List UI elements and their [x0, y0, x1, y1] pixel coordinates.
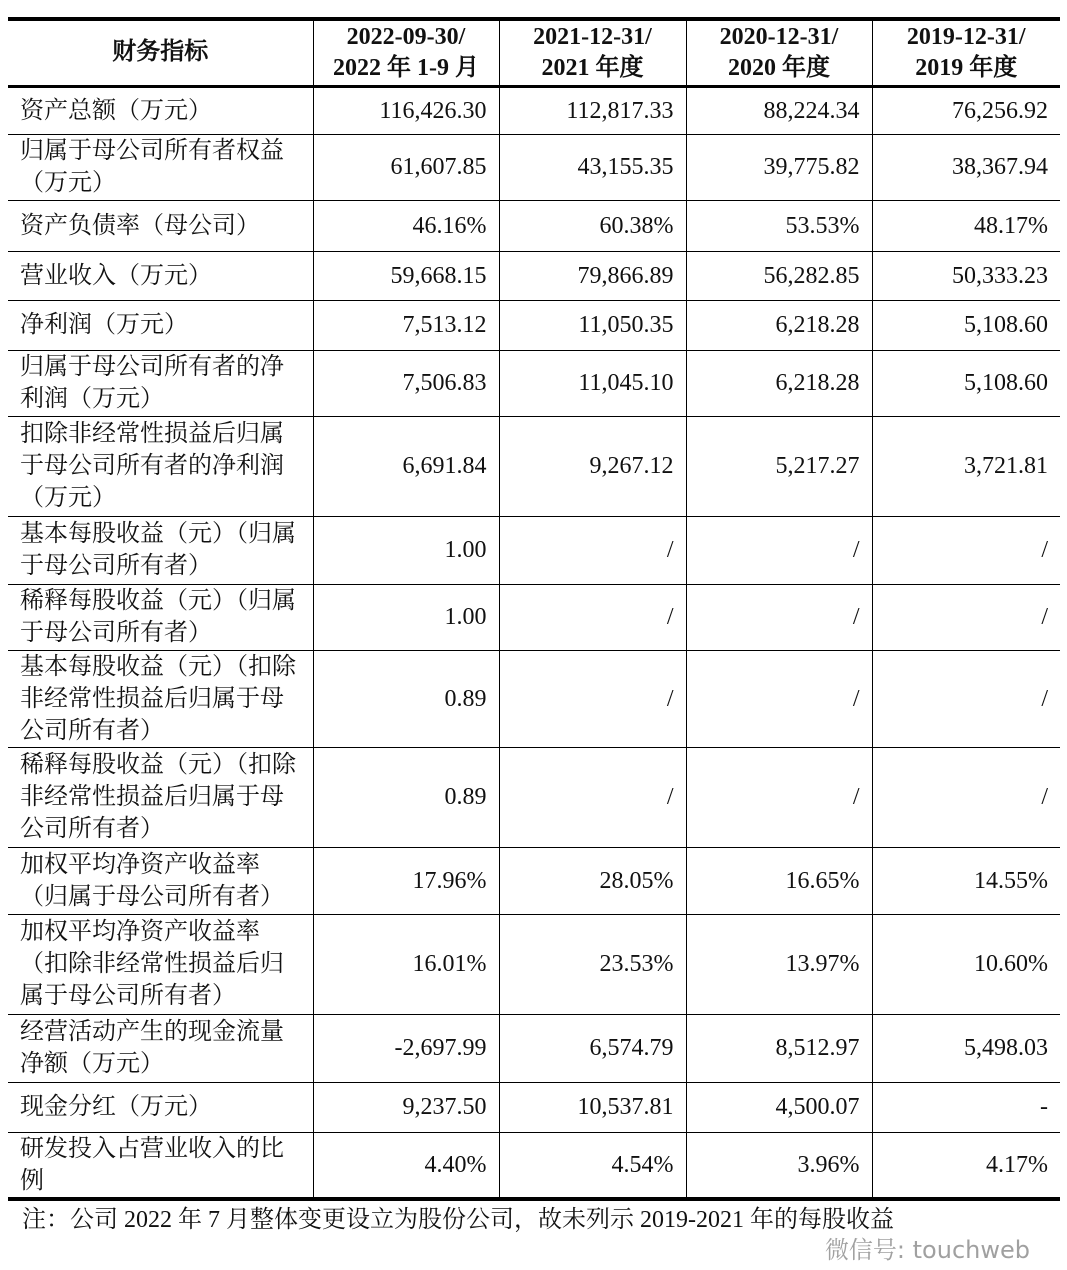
value-cell: 60.38%: [499, 200, 686, 251]
value-cell: 10,537.81: [499, 1082, 686, 1132]
header-line: 2022 年 1-9 月: [333, 54, 479, 81]
value-cell: 0.89: [313, 747, 499, 847]
value-cell: 39,775.82: [686, 134, 872, 200]
value-cell: 1.00: [313, 584, 499, 650]
value-cell: 56,282.85: [686, 251, 872, 300]
column-header: [8, 19, 313, 86]
financial-indicators-table: [8, 17, 1060, 1201]
value-cell: 116,426.30: [313, 86, 499, 134]
value-cell: 8,512.97: [686, 1014, 872, 1082]
value-cell: 6,218.28: [686, 300, 872, 350]
value-cell: 16.01%: [313, 914, 499, 1014]
table-row: [8, 584, 1060, 650]
row-label: 扣除非经常性损益后归属于母公司所有者的净利润（万元）: [8, 416, 313, 516]
value-cell: 3.96%: [686, 1132, 872, 1199]
table-row: [8, 86, 1060, 134]
header-line: 2019-12-31/: [906, 23, 1026, 50]
value-cell: 1.00: [313, 516, 499, 584]
value-cell: 50,333.23: [872, 251, 1060, 300]
value-cell: 16.65%: [686, 847, 872, 914]
value-cell: /: [872, 584, 1060, 650]
value-cell: 38,367.94: [872, 134, 1060, 200]
value-cell: 53.53%: [686, 200, 872, 251]
value-cell: 5,498.03: [872, 1014, 1060, 1082]
value-cell: 14.55%: [872, 847, 1060, 914]
value-cell: /: [686, 584, 872, 650]
row-label: 资产负债率（母公司）: [8, 200, 313, 251]
table-row: [8, 1132, 1060, 1199]
value-cell: /: [499, 650, 686, 747]
value-cell: 4.54%: [499, 1132, 686, 1199]
row-label: 经营活动产生的现金流量净额（万元）: [8, 1014, 313, 1082]
row-label: 归属于母公司所有者的净利润（万元）: [8, 350, 313, 416]
table-row: [8, 200, 1060, 251]
value-cell: 10.60%: [872, 914, 1060, 1014]
value-cell: -2,697.99: [313, 1014, 499, 1082]
value-cell: 5,217.27: [686, 416, 872, 516]
table-row: [8, 650, 1060, 747]
value-cell: 0.89: [313, 650, 499, 747]
value-cell: /: [499, 516, 686, 584]
header-line: 2020-12-31/: [719, 23, 839, 50]
table-row: [8, 1082, 1060, 1132]
row-label: 稀释每股收益（元）（归属于母公司所有者）: [8, 584, 313, 650]
value-cell: 28.05%: [499, 847, 686, 914]
table-row: [8, 847, 1060, 914]
table-row: [8, 300, 1060, 350]
row-label: 资产总额（万元）: [8, 86, 313, 134]
header-line: 财务指标: [112, 39, 209, 66]
row-label: 加权平均净资产收益率（归属于母公司所有者）: [8, 847, 313, 914]
table-row: [8, 134, 1060, 200]
value-cell: 46.16%: [313, 200, 499, 251]
value-cell: 4.40%: [313, 1132, 499, 1199]
table-row: [8, 1014, 1060, 1082]
table-row: [8, 350, 1060, 416]
value-cell: -: [872, 1082, 1060, 1132]
value-cell: 6,574.79: [499, 1014, 686, 1082]
row-label: 稀释每股收益（元）（扣除非经常性损益后归属于母公司所有者）: [8, 747, 313, 847]
header-line: 2020 年度: [728, 54, 830, 81]
footer: [8, 1201, 1060, 1265]
value-cell: /: [686, 650, 872, 747]
value-cell: 9,267.12: [499, 416, 686, 516]
value-cell: 7,506.83: [313, 350, 499, 416]
table-row: [8, 747, 1060, 847]
value-cell: 112,817.33: [499, 86, 686, 134]
row-label: 归属于母公司所有者权益（万元）: [8, 134, 313, 200]
value-cell: 6,218.28: [686, 350, 872, 416]
row-label: 基本每股收益（元）（扣除非经常性损益后归属于母公司所有者）: [8, 650, 313, 747]
value-cell: 11,050.35: [499, 300, 686, 350]
column-header: [313, 19, 499, 86]
header-line: 2022-09-30/: [346, 23, 466, 50]
value-cell: /: [872, 747, 1060, 847]
value-cell: 4,500.07: [686, 1082, 872, 1132]
value-cell: 59,668.15: [313, 251, 499, 300]
value-cell: 79,866.89: [499, 251, 686, 300]
table-row: [8, 914, 1060, 1014]
value-cell: /: [872, 516, 1060, 584]
value-cell: /: [499, 747, 686, 847]
row-label: 现金分红（万元）: [8, 1082, 313, 1132]
value-cell: 5,108.60: [872, 300, 1060, 350]
table-row: [8, 416, 1060, 516]
row-label: 营业收入（万元）: [8, 251, 313, 300]
column-header: [872, 19, 1060, 86]
value-cell: 6,691.84: [313, 416, 499, 516]
value-cell: 76,256.92: [872, 86, 1060, 134]
value-cell: 7,513.12: [313, 300, 499, 350]
value-cell: /: [686, 747, 872, 847]
value-cell: 88,224.34: [686, 86, 872, 134]
value-cell: /: [499, 584, 686, 650]
value-cell: 3,721.81: [872, 416, 1060, 516]
value-cell: 23.53%: [499, 914, 686, 1014]
value-cell: 61,607.85: [313, 134, 499, 200]
value-cell: 17.96%: [313, 847, 499, 914]
value-cell: /: [686, 516, 872, 584]
value-cell: /: [872, 650, 1060, 747]
column-header: [499, 19, 686, 86]
header-row: [8, 19, 1060, 86]
row-label: 基本每股收益（元）（归属于母公司所有者）: [8, 516, 313, 584]
header-line: 2021-12-31/: [533, 23, 652, 50]
value-cell: 11,045.10: [499, 350, 686, 416]
value-cell: 13.97%: [686, 914, 872, 1014]
row-label: 净利润（万元）: [8, 300, 313, 350]
value-cell: 43,155.35: [499, 134, 686, 200]
header-line: 2021 年度: [541, 54, 644, 81]
column-header: [686, 19, 872, 86]
watermark: 微信号: touchweb: [824, 1236, 1030, 1264]
value-cell: 5,108.60: [872, 350, 1060, 416]
footnote: 注：公司 2022 年 7 月整体变更设立为股份公司，故未列示 2019-2021 年的每股收益: [22, 1207, 894, 1233]
value-cell: 4.17%: [872, 1132, 1060, 1199]
table-row: [8, 251, 1060, 300]
value-cell: 48.17%: [872, 200, 1060, 251]
row-label: 加权平均净资产收益率（扣除非经常性损益后归属于母公司所有者）: [8, 914, 313, 1014]
table-row: [8, 516, 1060, 584]
row-label: 研发投入占营业收入的比例: [8, 1132, 313, 1199]
header-line: 2019 年度: [915, 54, 1018, 81]
value-cell: 9,237.50: [313, 1082, 499, 1132]
